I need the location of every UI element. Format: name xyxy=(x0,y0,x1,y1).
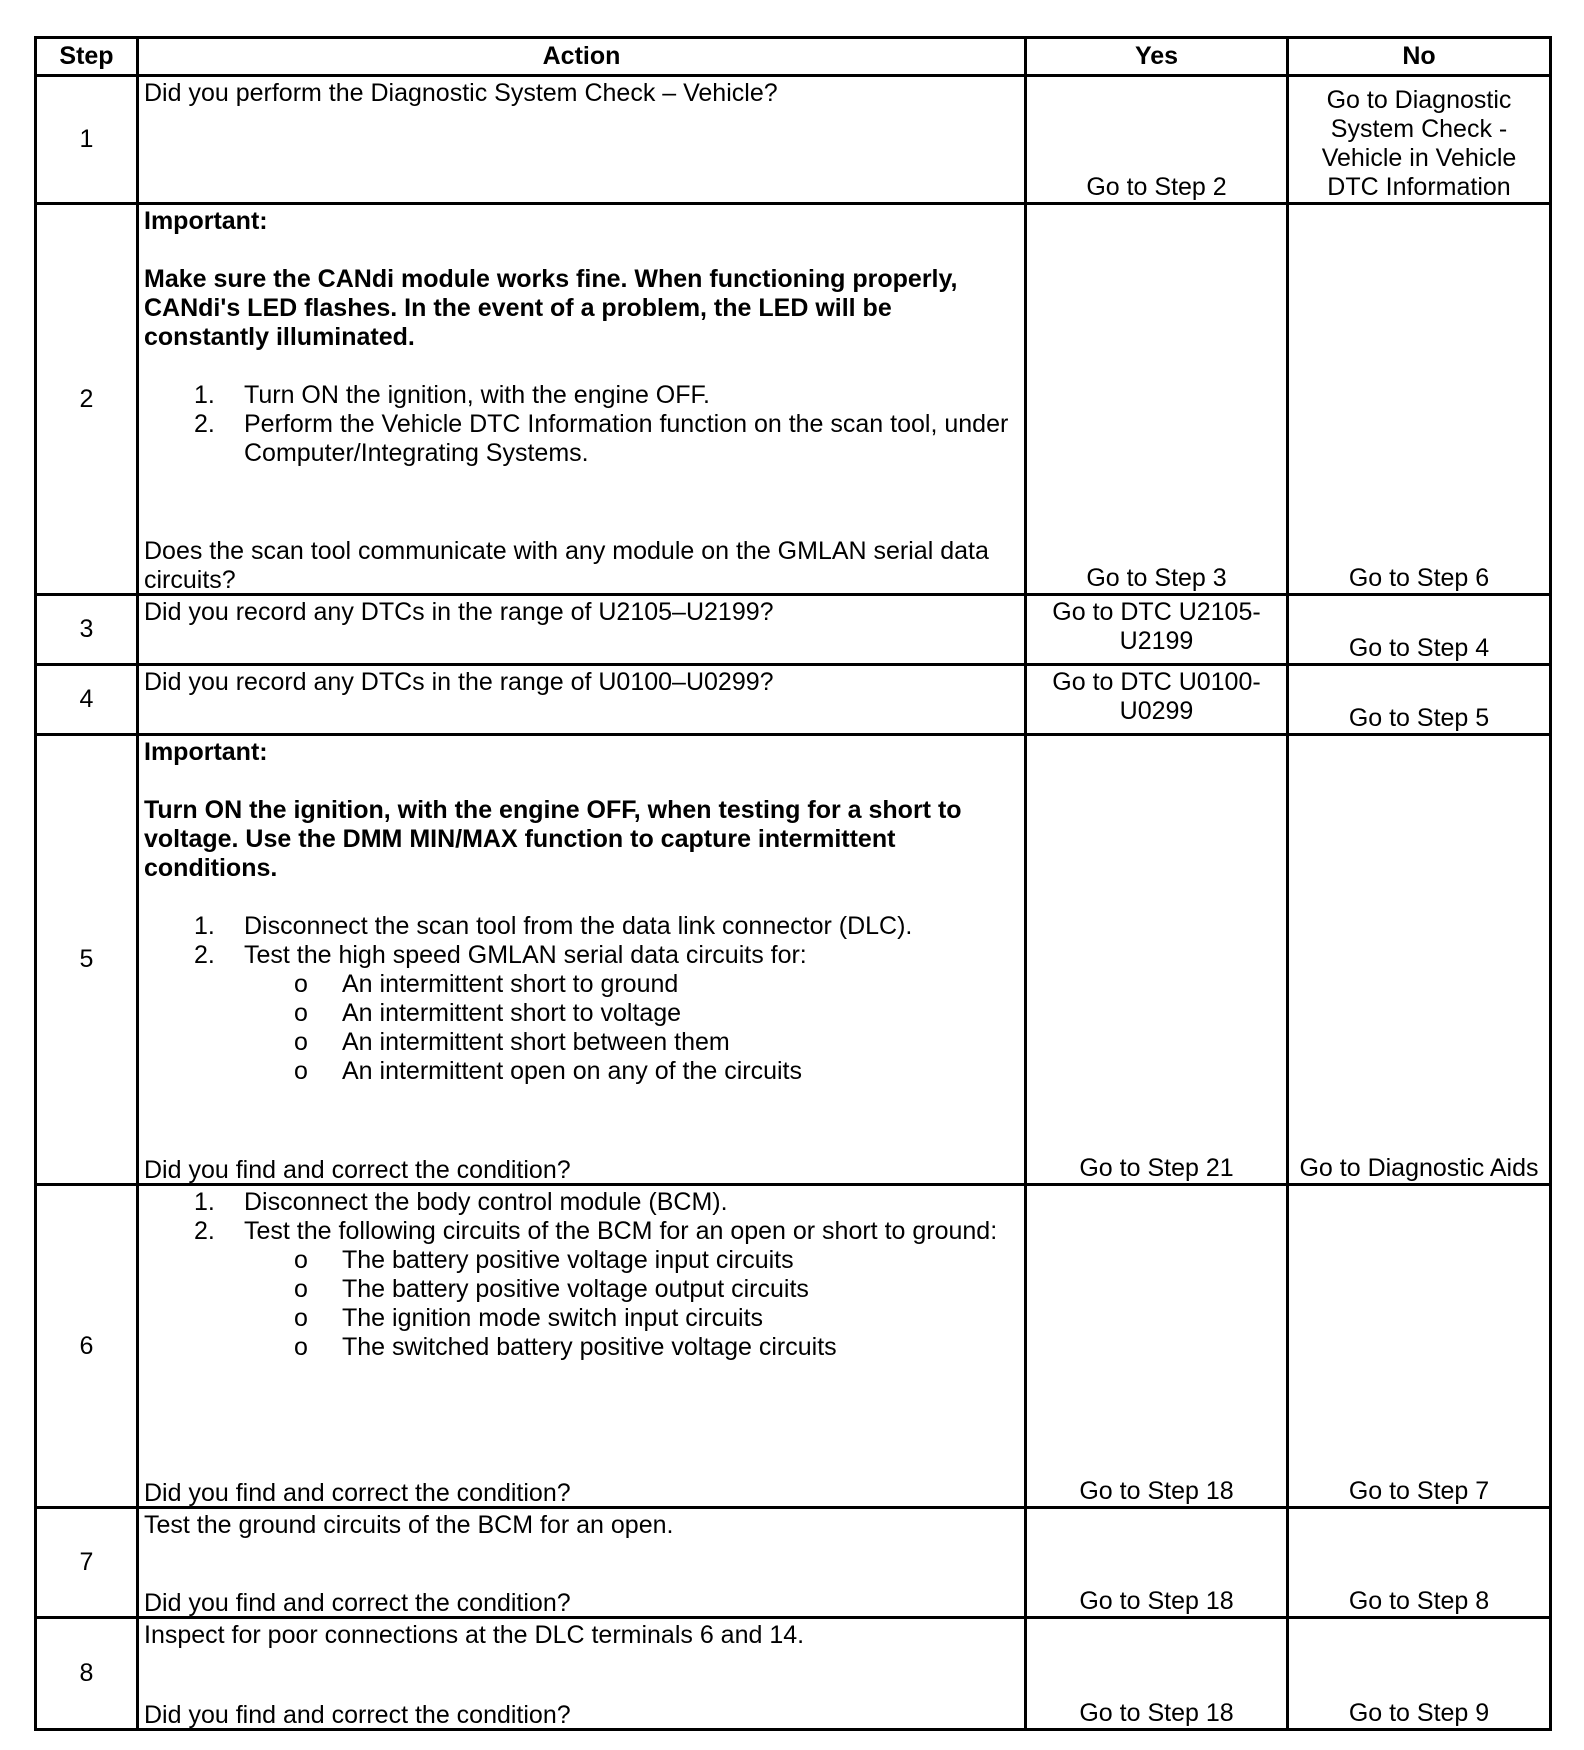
table-row xyxy=(36,1508,1551,1618)
no-cell: Go to Step 6 xyxy=(1288,204,1551,595)
bullet-icon: o xyxy=(294,999,308,1027)
procedure-list xyxy=(144,1188,1019,1362)
table-row xyxy=(36,76,1551,204)
sub-list-item xyxy=(144,1333,1019,1362)
question-text: Did you find and correct the condition? xyxy=(144,1589,571,1617)
sub-list-item xyxy=(144,999,1019,1028)
list-item xyxy=(144,381,1019,410)
important-text: Make sure the CANdi module works fine. When functioning properly, CANdi's LED flashes. In the event of a problem, the LED will be constantly illuminated. xyxy=(144,265,958,351)
bullet-icon: o xyxy=(294,1246,308,1274)
header-row xyxy=(36,38,1551,76)
list-text: Perform the Vehicle DTC Information function on the scan tool, under Computer/Integrating Systems. xyxy=(244,410,1009,467)
yes-cell: Go to Step 21 xyxy=(1026,735,1288,1185)
important-text: Turn ON the ignition, with the engine OFF, when testing for a short to voltage. Use the DMM MIN/MAX function to capture intermittent conditions. xyxy=(144,796,962,882)
question-text: Did you find and correct the condition? xyxy=(144,1701,571,1729)
table-row xyxy=(36,665,1551,735)
question-text: Did you find and correct the condition? xyxy=(144,1156,571,1184)
bullet-icon: o xyxy=(294,1057,308,1085)
list-text: Test the high speed GMLAN serial data circuits for: xyxy=(244,941,807,969)
sub-list-text: The ignition mode switch input circuits xyxy=(342,1304,764,1332)
list-text: Test the following circuits of the BCM for an open or short to ground: xyxy=(244,1217,998,1245)
sub-list-item xyxy=(144,1246,1019,1275)
important-label: Important: xyxy=(144,207,268,235)
yes-cell: Go to DTC U0100-U0299 xyxy=(1026,665,1288,735)
no-cell: Go to Step 7 xyxy=(1288,1185,1551,1508)
action-cell xyxy=(138,1508,1026,1618)
table-row xyxy=(36,1185,1551,1508)
list-item xyxy=(144,1217,1019,1246)
yes-cell: Go to Step 3 xyxy=(1026,204,1288,595)
action-cell xyxy=(138,735,1026,1185)
diagnostic-table xyxy=(34,36,1552,1731)
action-cell xyxy=(138,1618,1026,1730)
sub-list-item xyxy=(144,1275,1019,1304)
no-cell: Go to Step 5 xyxy=(1288,665,1551,735)
step-number: 6 xyxy=(36,1185,138,1508)
table-row xyxy=(36,1618,1551,1730)
yes-cell: Go to Step 18 xyxy=(1026,1618,1288,1730)
sub-list-item xyxy=(144,1057,1019,1086)
table-row xyxy=(36,595,1551,665)
sub-list-text: The battery positive voltage input circuits xyxy=(342,1246,794,1274)
table-row xyxy=(36,735,1551,1185)
step-number: 8 xyxy=(36,1618,138,1730)
action-cell xyxy=(138,665,1026,735)
question-text: Did you perform the Diagnostic System Check – Vehicle? xyxy=(144,79,778,107)
action-cell xyxy=(138,204,1026,595)
no-cell: Go to Step 9 xyxy=(1288,1618,1551,1730)
action-cell xyxy=(138,76,1026,204)
step-number: 4 xyxy=(36,665,138,735)
no-cell: Go to Diagnostic Aids xyxy=(1288,735,1551,1185)
list-number: 2. xyxy=(194,410,215,438)
question-text: Did you find and correct the condition? xyxy=(144,1479,571,1507)
no-cell: Go to Step 4 xyxy=(1288,595,1551,665)
step-number: 5 xyxy=(36,735,138,1185)
instruction-text: Inspect for poor connections at the DLC terminals 6 and 14. xyxy=(144,1621,805,1649)
list-number: 2. xyxy=(194,1217,215,1245)
list-number: 1. xyxy=(194,381,215,409)
bullet-icon: o xyxy=(294,1333,308,1361)
step-number: 2 xyxy=(36,204,138,595)
sub-list-text: An intermittent short to voltage xyxy=(342,999,682,1027)
sub-list-item xyxy=(144,1304,1019,1333)
sub-list-text: An intermittent short between them xyxy=(342,1028,730,1056)
list-text: Disconnect the scan tool from the data link connector (DLC). xyxy=(244,912,913,940)
question-text: Did you record any DTCs in the range of U0100–U0299? xyxy=(144,668,774,696)
list-number: 1. xyxy=(194,1188,215,1216)
sub-list-text: The battery positive voltage output circuits xyxy=(342,1275,809,1303)
no-cell: Go to Step 8 xyxy=(1288,1508,1551,1618)
instruction-text: Test the ground circuits of the BCM for an open. xyxy=(144,1511,674,1539)
sub-list-text: The switched battery positive voltage circuits xyxy=(342,1333,837,1361)
action-cell xyxy=(138,1185,1026,1508)
question-text: Does the scan tool communicate with any module on the GMLAN serial data circuits? xyxy=(144,537,989,594)
bullet-icon: o xyxy=(294,1028,308,1056)
question-text: Did you record any DTCs in the range of U2105–U2199? xyxy=(144,598,774,626)
yes-cell: Go to Step 18 xyxy=(1026,1508,1288,1618)
action-cell xyxy=(138,595,1026,665)
header-action: Action xyxy=(138,38,1026,76)
list-item xyxy=(144,941,1019,970)
sub-list-item xyxy=(144,1028,1019,1057)
procedure-list xyxy=(144,912,1019,1086)
no-cell: Go to Diagnostic System Check - Vehicle in Vehicle DTC Information xyxy=(1288,76,1551,204)
header-no: No xyxy=(1288,38,1551,76)
step-number: 7 xyxy=(36,1508,138,1618)
step-number: 1 xyxy=(36,76,138,204)
yes-cell: Go to DTC U2105-U2199 xyxy=(1026,595,1288,665)
table-row xyxy=(36,204,1551,595)
list-text: Disconnect the body control module (BCM). xyxy=(244,1188,728,1216)
sub-list-text: An intermittent short to ground xyxy=(342,970,679,998)
step-number: 3 xyxy=(36,595,138,665)
list-text: Turn ON the ignition, with the engine OFF. xyxy=(244,381,710,409)
header-step: Step xyxy=(36,38,138,76)
list-number: 1. xyxy=(194,912,215,940)
important-label: Important: xyxy=(144,738,268,766)
header-yes: Yes xyxy=(1026,38,1288,76)
procedure-list xyxy=(144,381,1019,468)
list-item xyxy=(144,1188,1019,1217)
yes-cell: Go to Step 18 xyxy=(1026,1185,1288,1508)
sub-list-item xyxy=(144,970,1019,999)
bullet-icon: o xyxy=(294,1275,308,1303)
sub-list-text: An intermittent open on any of the circuits xyxy=(342,1057,802,1085)
list-item xyxy=(144,912,1019,941)
bullet-icon: o xyxy=(294,970,308,998)
list-number: 2. xyxy=(194,941,215,969)
yes-cell: Go to Step 2 xyxy=(1026,76,1288,204)
bullet-icon: o xyxy=(294,1304,308,1332)
list-item xyxy=(144,410,1019,468)
